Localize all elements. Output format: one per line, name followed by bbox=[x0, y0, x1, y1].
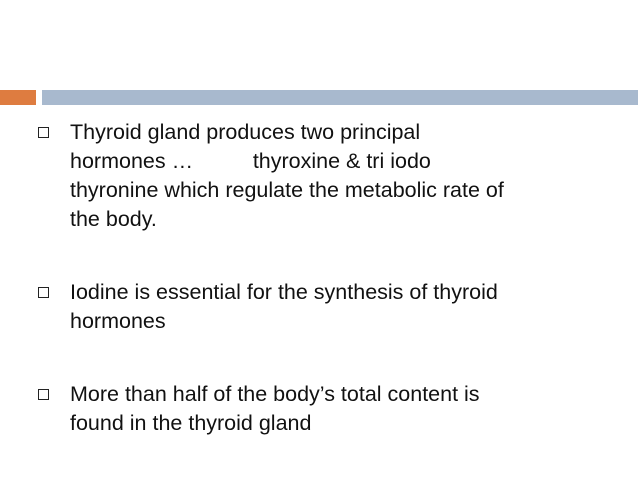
bullet-item bbox=[38, 278, 598, 336]
square-bullet-icon bbox=[38, 389, 49, 400]
bullet-text-line: Thyroid gland produces two principal bbox=[70, 120, 421, 144]
bullet-text-line: found in the thyroid gland bbox=[70, 411, 312, 435]
orange-accent-bar bbox=[0, 90, 36, 105]
bullet-text-line: More than half of the body’s total content is bbox=[70, 382, 480, 406]
bullet-text-line: Iodine is essential for the synthesis of thyroid bbox=[70, 280, 498, 304]
blue-accent-bar bbox=[42, 90, 638, 105]
bullet-item bbox=[38, 380, 598, 438]
bullet-text-line: thyronine which regulate the metabolic rate of bbox=[70, 178, 504, 202]
square-bullet-icon bbox=[38, 287, 49, 298]
bullet-item bbox=[38, 118, 598, 234]
bullet-text-line: the body. bbox=[70, 207, 157, 231]
bullet-text-line: hormones … thyroxine & tri iodo bbox=[70, 149, 431, 173]
bullet-text-line: hormones bbox=[70, 309, 166, 333]
bullet-list bbox=[38, 118, 598, 438]
square-bullet-icon bbox=[38, 127, 49, 138]
